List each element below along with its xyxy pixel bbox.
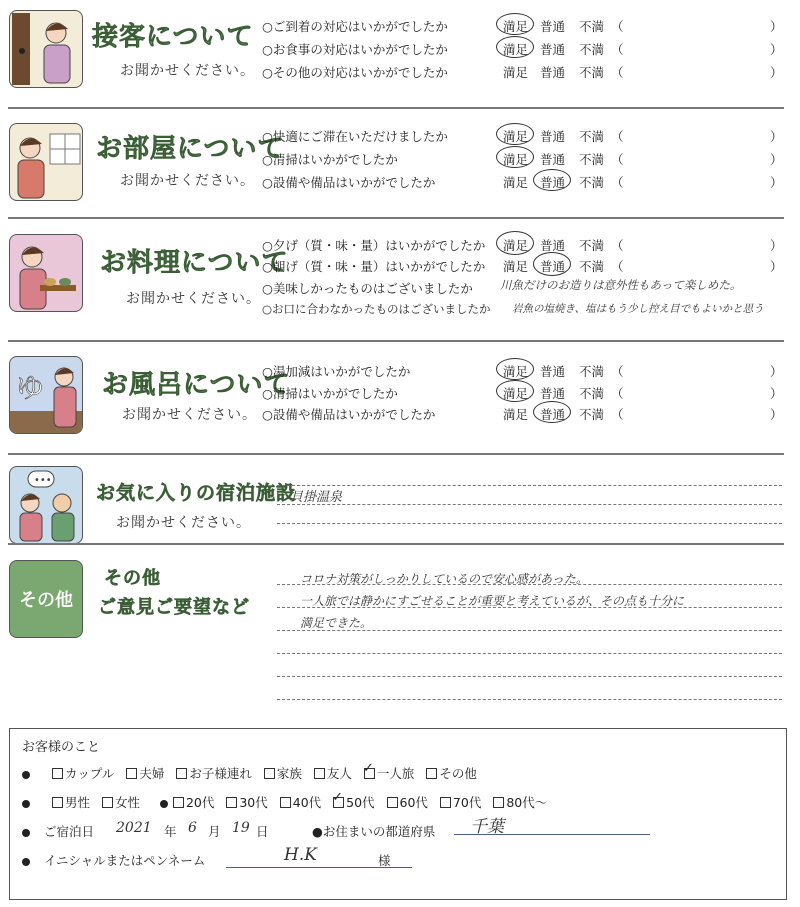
- svg-text:•••: •••: [34, 475, 52, 486]
- rating-unsatisfied[interactable]: 不満: [579, 259, 605, 274]
- customer-info-box: [9, 728, 787, 900]
- reception-illustration: [9, 10, 83, 88]
- honorific: 様: [378, 853, 391, 868]
- checkbox-age-20s[interactable]: [173, 797, 184, 808]
- paren-close: ）: [770, 129, 783, 144]
- favorite-subtitle: お聞かせください。: [116, 515, 251, 531]
- selected-circle: [496, 146, 534, 168]
- rating-satisfied[interactable]: 満足: [503, 42, 529, 57]
- section-divider: [8, 340, 784, 342]
- rating-satisfied[interactable]: 満足: [503, 129, 529, 144]
- selected-circle: [496, 358, 534, 380]
- year-unit: 年: [164, 824, 177, 839]
- checkbox-age-60s[interactable]: [387, 797, 398, 808]
- paren-close: ）: [770, 259, 783, 274]
- rating-unsatisfied[interactable]: 不満: [579, 129, 605, 144]
- prefecture-label: ●お住まいの都道府県: [312, 824, 436, 839]
- party-option: 友人: [326, 766, 352, 781]
- rating-unsatisfied[interactable]: 不満: [579, 386, 605, 401]
- checkbox-other[interactable]: [426, 768, 437, 779]
- rating-unsatisfied[interactable]: 不満: [579, 19, 605, 34]
- checkbox-male[interactable]: [52, 797, 63, 808]
- rating-satisfied[interactable]: 満足: [503, 364, 529, 379]
- paren-open: （: [611, 407, 624, 422]
- paren-close: ）: [770, 19, 783, 34]
- question-text: ○朝げ（質・味・量）はいかがでしたか: [262, 259, 486, 274]
- checkbox-with-children[interactable]: [176, 768, 187, 779]
- party-option: 一人旅: [376, 766, 415, 781]
- bath-title: お風呂について: [102, 370, 291, 400]
- paren-open: （: [611, 19, 624, 34]
- stay-year-value[interactable]: 2021: [116, 820, 152, 836]
- checkbox-family[interactable]: [264, 768, 275, 779]
- selected-circle: [496, 36, 534, 58]
- handwritten-answer: 川魚だけのお造りは意外性もあって楽しめた。: [500, 278, 742, 292]
- rating-normal[interactable]: 普通: [540, 386, 566, 401]
- initials-label: イニシャルまたはペンネーム: [43, 853, 206, 868]
- other-title-2: ご意見ご要望など: [98, 597, 250, 618]
- age-option: 20代: [185, 795, 215, 810]
- bullet-icon: [22, 800, 30, 808]
- bullet-icon: [22, 829, 30, 837]
- rating-unsatisfied[interactable]: 不満: [579, 65, 605, 80]
- question-text: ○夕げ（質・味・量）はいかがでしたか: [262, 238, 486, 253]
- rating-satisfied[interactable]: 満足: [503, 407, 529, 422]
- age-option: 60代: [399, 795, 428, 810]
- question-text: ○ご到着の対応はいかがでしたか: [262, 19, 448, 34]
- rating-satisfied[interactable]: 満足: [503, 386, 529, 401]
- paren-close: ）: [770, 364, 783, 379]
- gender-age-row: [22, 793, 547, 811]
- answer-line: [277, 653, 782, 654]
- section-divider: [8, 543, 784, 545]
- favorite-title: お気に入りの宿泊施設: [96, 482, 297, 504]
- selected-circle: [496, 123, 534, 145]
- paren-open: （: [611, 152, 624, 167]
- question-text: ○設備や備品はいかがでしたか: [262, 175, 436, 190]
- rating-unsatisfied[interactable]: 不満: [579, 407, 605, 422]
- handwritten-comment-line: コロナ対策がしっかりしているので安心感があった。: [300, 572, 588, 586]
- rating-unsatisfied[interactable]: 不満: [579, 238, 605, 253]
- room-subtitle: お聞かせください。: [120, 173, 255, 189]
- paren-open: （: [611, 175, 624, 190]
- age-option: 70代: [452, 795, 482, 810]
- selected-circle: [496, 380, 534, 402]
- answer-line: [277, 523, 782, 524]
- handwritten-answer: 岩魚の塩焼き、塩はもう少し控え目でもよいかと思う: [512, 303, 764, 315]
- question-text: ○お食事の対応はいかがでしたか: [262, 42, 448, 57]
- paren-close: ）: [770, 238, 783, 253]
- selected-circle: [496, 231, 534, 255]
- question-text: ○その他の対応はいかがでしたか: [262, 65, 448, 80]
- initials-row: [22, 851, 205, 869]
- customer-heading: お客様のこと: [22, 740, 101, 755]
- woman-at-door-icon: [10, 11, 82, 87]
- question-text: ○美味しかったものはございましたか: [262, 281, 473, 296]
- paren-open: （: [611, 238, 624, 253]
- stay-date-label: ご宿泊日: [43, 824, 94, 839]
- initials-underline: [226, 867, 412, 868]
- rating-normal[interactable]: 普通: [540, 238, 566, 253]
- section-divider: [8, 217, 784, 219]
- checkbox-couple[interactable]: [52, 768, 63, 779]
- age-option: 80代〜: [506, 795, 548, 810]
- svg-text:ゆ: ゆ: [16, 371, 45, 404]
- rating-normal[interactable]: 普通: [540, 65, 566, 80]
- paren-open: （: [611, 65, 624, 80]
- other-icon-label: その他: [19, 590, 73, 611]
- selected-circle: [533, 252, 571, 276]
- answer-line: [277, 485, 782, 486]
- bath-subtitle: お聞かせください。: [122, 407, 257, 423]
- reception-subtitle: お聞かせください。: [120, 63, 255, 79]
- stay-month-value[interactable]: 6: [188, 820, 197, 836]
- age-option: 40代: [292, 795, 322, 810]
- bullet-icon: [22, 771, 30, 779]
- rating-satisfied[interactable]: 満足: [503, 238, 529, 253]
- rating-unsatisfied[interactable]: 不満: [579, 175, 605, 190]
- rating-normal[interactable]: 普通: [540, 152, 566, 167]
- question-text: ○快適にご滞在いただけましたか: [262, 129, 448, 144]
- selected-circle: [496, 13, 534, 35]
- other-illustration: [9, 560, 83, 638]
- checkbox-female[interactable]: [102, 797, 113, 808]
- stay-date-row: [22, 822, 94, 840]
- checkbox-age-70s[interactable]: [440, 797, 451, 808]
- party-row: [22, 764, 477, 782]
- answer-line: [277, 504, 782, 505]
- rating-satisfied[interactable]: 満足: [503, 259, 529, 274]
- other-title: その他: [104, 568, 161, 589]
- rating-unsatisfied[interactable]: 不満: [579, 152, 605, 167]
- rating-satisfied[interactable]: 満足: [503, 152, 529, 167]
- checkbox-age-50s[interactable]: [333, 797, 344, 808]
- paren-close: ）: [770, 386, 783, 401]
- gender-option: 男性: [64, 795, 90, 810]
- paren-close: ）: [770, 42, 783, 57]
- handwritten-comment-line: 満足できた。: [300, 616, 373, 630]
- rating-unsatisfied[interactable]: 不満: [579, 42, 605, 57]
- paren-open: （: [611, 129, 624, 144]
- section-divider: [8, 107, 784, 109]
- handwritten-answer: 貝掛温泉: [290, 490, 343, 505]
- paren-open: （: [611, 42, 624, 57]
- party-option: 家族: [276, 766, 302, 781]
- handwritten-comment-line: 一人旅では静かにすごせることが重要と考えているが、その点も十分に: [300, 594, 685, 608]
- paren-close: ）: [770, 65, 783, 80]
- section-divider: [8, 453, 784, 455]
- answer-line: [277, 699, 782, 700]
- answer-line: [277, 676, 782, 677]
- checkbox-age-80s[interactable]: [493, 797, 504, 808]
- checkbox-solo-travel[interactable]: [364, 768, 375, 779]
- rating-satisfied[interactable]: 満足: [503, 65, 529, 80]
- gender-option: 女性: [114, 795, 140, 810]
- rating-satisfied[interactable]: 満足: [503, 175, 529, 190]
- rating-normal[interactable]: 普通: [540, 407, 566, 422]
- paren-close: ）: [770, 175, 783, 190]
- party-option: 夫婦: [139, 766, 165, 781]
- question-text: ○清掃はいかがでしたか: [262, 386, 398, 401]
- party-option: お子様連れ: [189, 766, 252, 781]
- paren-open: （: [611, 364, 624, 379]
- month-unit: 月: [208, 824, 221, 839]
- checkbox-married[interactable]: [126, 768, 137, 779]
- party-option: カップル: [64, 766, 115, 781]
- paren-close: ）: [770, 152, 783, 167]
- food-subtitle: お聞かせください。: [126, 291, 261, 307]
- party-option: その他: [439, 766, 477, 781]
- rating-normal[interactable]: 普通: [540, 364, 566, 379]
- question-text: ○清掃はいかがでしたか: [262, 152, 398, 167]
- reception-title: 接客について: [92, 22, 254, 52]
- checkbox-age-30s[interactable]: [226, 797, 237, 808]
- age-option: 50代: [346, 795, 375, 810]
- rating-normal[interactable]: 普通: [540, 259, 566, 274]
- prefecture-value[interactable]: 千葉: [470, 817, 504, 837]
- checkbox-age-40s[interactable]: [280, 797, 291, 808]
- bath-illustration: [9, 356, 83, 434]
- woman-at-bath-icon: [10, 357, 82, 433]
- food-illustration: [9, 234, 83, 312]
- food-title: お料理について: [100, 248, 289, 278]
- rating-normal[interactable]: 普通: [540, 175, 566, 190]
- rating-satisfied[interactable]: 満足: [503, 19, 529, 34]
- rating-normal[interactable]: 普通: [540, 19, 566, 34]
- paren-close: ）: [770, 407, 783, 422]
- stay-day-value[interactable]: 19: [232, 820, 250, 836]
- checkbox-friends[interactable]: [314, 768, 325, 779]
- room-illustration: [9, 123, 83, 201]
- rating-unsatisfied[interactable]: 不満: [579, 364, 605, 379]
- prefecture-underline: [454, 834, 650, 835]
- favorite-illustration: [9, 466, 83, 544]
- age-option: 30代: [239, 795, 268, 810]
- paren-open: （: [611, 386, 624, 401]
- selected-circle: [533, 401, 571, 423]
- question-text: ○設備や備品はいかがでしたか: [262, 407, 436, 422]
- question-text: ○お口に合わなかったものはございましたか: [262, 302, 491, 316]
- selected-circle: [533, 169, 571, 191]
- bullet-icon: [160, 800, 168, 808]
- initials-value[interactable]: H.K: [284, 845, 317, 865]
- room-title: お部屋について: [96, 134, 285, 164]
- woman-serving-food-icon: [10, 235, 82, 311]
- day-unit: 日: [256, 824, 269, 839]
- rating-normal[interactable]: 普通: [540, 129, 566, 144]
- paren-open: （: [611, 259, 624, 274]
- question-text: ○湯加減はいかがでしたか: [262, 364, 411, 379]
- woman-in-room-icon: [10, 124, 82, 200]
- rating-normal[interactable]: 普通: [540, 42, 566, 57]
- bullet-icon: [22, 858, 30, 866]
- two-people-chatting-icon: [10, 467, 82, 543]
